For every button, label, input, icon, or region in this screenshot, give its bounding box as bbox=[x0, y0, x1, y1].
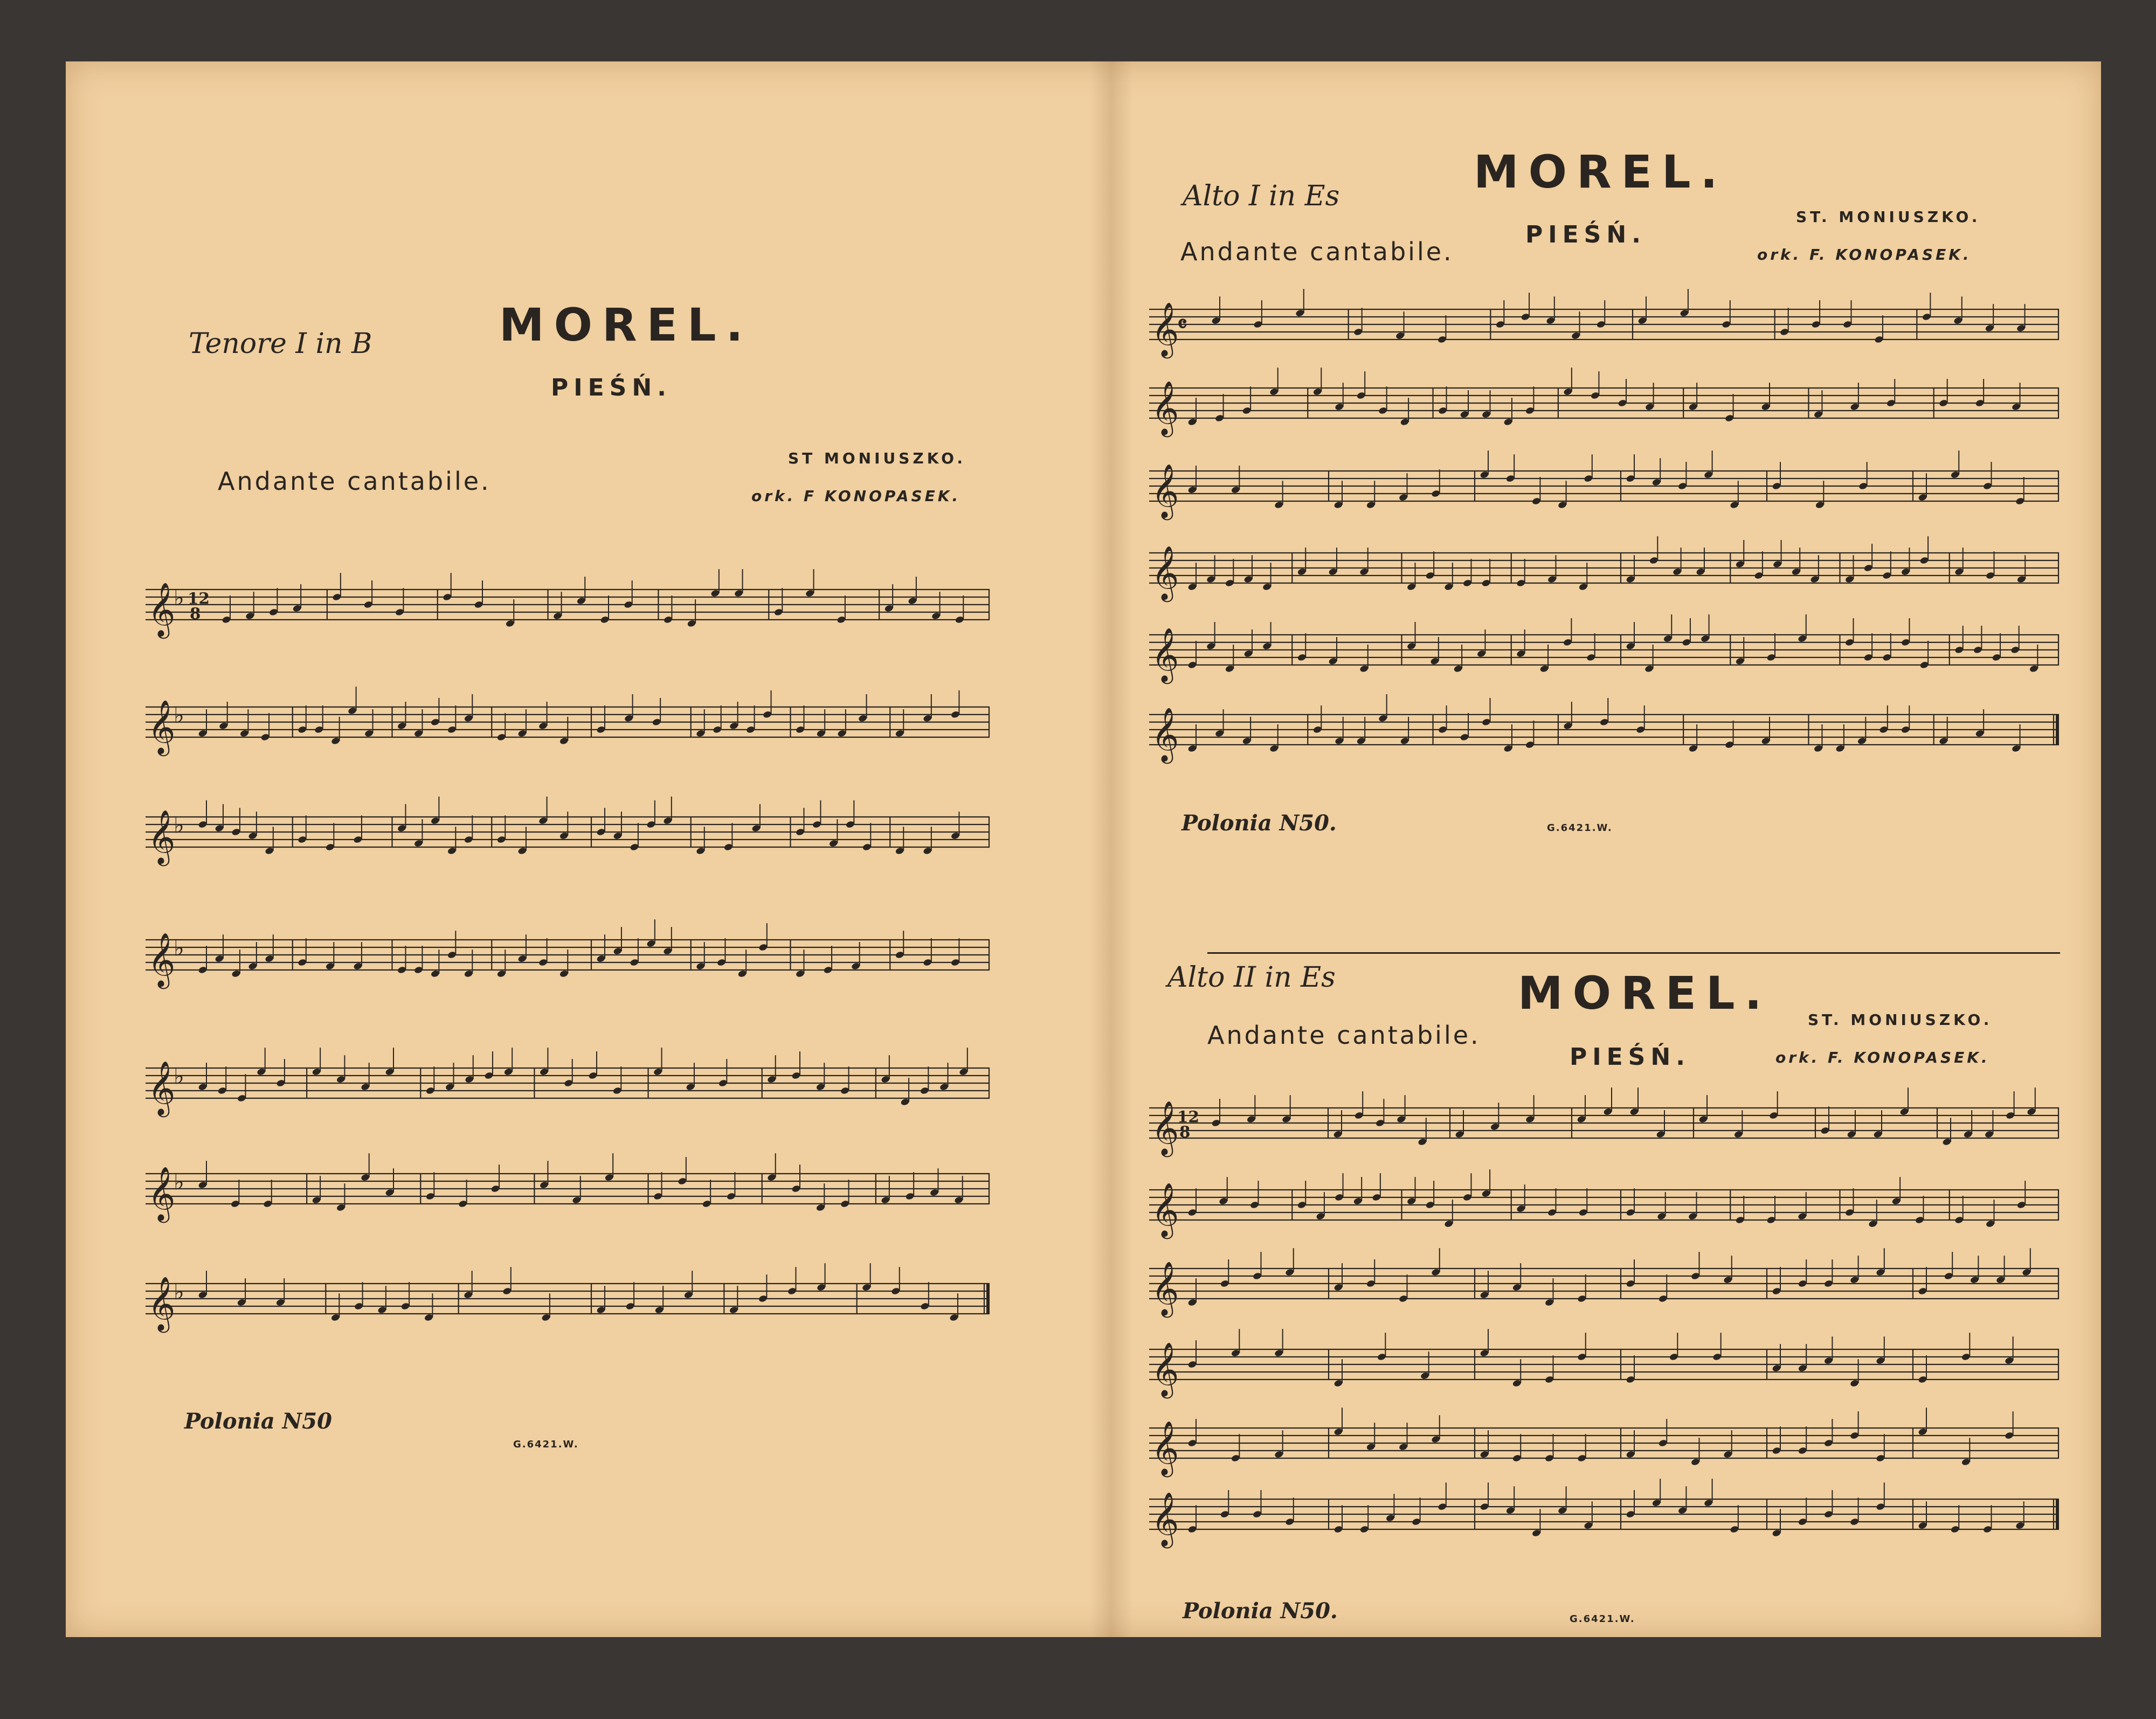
arranger-credit: ork. F KONOPASEK. bbox=[751, 487, 961, 505]
treble-clef: 𝄞 bbox=[1151, 463, 1179, 518]
treble-clef: 𝄞 bbox=[1151, 302, 1179, 356]
treble-clef: 𝄞 bbox=[1151, 1420, 1179, 1475]
plate-number: G.6421.W. bbox=[513, 1439, 579, 1450]
time-signature: 𝄴 bbox=[1177, 311, 1187, 337]
staff bbox=[1149, 1484, 2059, 1544]
staff bbox=[1149, 538, 2059, 598]
piece-subtitle: PIEŚŃ. bbox=[1570, 1043, 1690, 1071]
staff bbox=[146, 1153, 990, 1224]
key-signature: ♭ bbox=[174, 584, 184, 611]
key-signature: ♭ bbox=[174, 702, 184, 729]
key-signature: ♭ bbox=[174, 1168, 184, 1195]
key-signature: ♭ bbox=[174, 812, 184, 838]
publisher-footer: Polonia N50 bbox=[184, 1409, 332, 1434]
arranger-credit: ork. F. KONOPASEK. bbox=[1757, 246, 1972, 264]
treble-clef: 𝄞 bbox=[148, 1276, 176, 1330]
key-signature: ♭ bbox=[174, 1278, 184, 1305]
staff bbox=[146, 1263, 990, 1334]
piece-title: MOREL. bbox=[1474, 145, 1727, 198]
staff bbox=[1149, 1413, 2059, 1473]
treble-clef: 𝄞 bbox=[148, 1060, 176, 1115]
treble-clef: 𝄞 bbox=[148, 809, 176, 864]
time-signature: 8 bbox=[190, 604, 201, 623]
publisher-footer: Polonia N50. bbox=[1181, 810, 1337, 836]
treble-clef: 𝄞 bbox=[1151, 1100, 1179, 1155]
staff bbox=[1149, 456, 2059, 516]
treble-clef: 𝄞 bbox=[1151, 627, 1179, 682]
composer-credit: ST. MONIUSZKO. bbox=[1796, 208, 1981, 226]
treble-clef: 𝄞 bbox=[1151, 1492, 1179, 1546]
piece-title: MOREL. bbox=[499, 299, 753, 351]
piece-subtitle: PIEŚŃ. bbox=[1525, 221, 1646, 248]
treble-clef: 𝄞 bbox=[148, 932, 176, 987]
treble-clef: 𝄞 bbox=[1151, 1261, 1179, 1315]
sheet-music-page bbox=[66, 61, 2101, 1637]
final-bar-line bbox=[2056, 715, 2059, 745]
tempo-marking: Andante cantabile. bbox=[1180, 237, 1454, 266]
time-signature: 12 bbox=[188, 588, 210, 608]
staff bbox=[1149, 1093, 2059, 1153]
staff bbox=[146, 687, 990, 758]
instrument-label: Alto I in Es bbox=[1183, 180, 1340, 212]
tempo-marking: Andante cantabile. bbox=[1207, 1021, 1481, 1050]
staff bbox=[146, 1048, 990, 1119]
staff bbox=[1149, 1175, 2059, 1235]
plate-number: G.6421.W. bbox=[1547, 822, 1613, 834]
composer-credit: ST. MONIUSZKO. bbox=[1808, 1011, 1993, 1029]
treble-clef: 𝄞 bbox=[1151, 1182, 1179, 1237]
time-signature: 8 bbox=[1179, 1122, 1191, 1141]
page-fold bbox=[1090, 61, 1133, 1637]
tempo-marking: Andante cantabile. bbox=[218, 467, 491, 496]
key-signature: ♭ bbox=[174, 934, 184, 961]
time-signature: 12 bbox=[1177, 1107, 1199, 1126]
section-divider bbox=[1207, 952, 2060, 954]
treble-clef: 𝄞 bbox=[1151, 545, 1179, 600]
treble-clef: 𝄞 bbox=[1151, 1342, 1179, 1396]
staff bbox=[1149, 1334, 2059, 1395]
arranger-credit: ork. F. KONOPASEK. bbox=[1775, 1049, 1990, 1066]
plate-number: G.6421.W. bbox=[1570, 1613, 1635, 1625]
composer-credit: ST MONIUSZKO. bbox=[788, 449, 966, 467]
staff bbox=[1149, 1253, 2059, 1314]
staff bbox=[146, 796, 990, 868]
treble-clef: 𝄞 bbox=[1151, 380, 1179, 435]
treble-clef: 𝄞 bbox=[148, 1166, 176, 1221]
staff bbox=[1149, 294, 2059, 355]
staff bbox=[1149, 373, 2059, 433]
treble-clef: 𝄞 bbox=[1151, 707, 1179, 761]
key-signature: ♭ bbox=[174, 1063, 184, 1090]
final-bar-line bbox=[2056, 1499, 2059, 1529]
instrument-label: Tenore I in B bbox=[189, 328, 372, 360]
treble-clef: 𝄞 bbox=[148, 582, 176, 636]
instrument-label: Alto II in Es bbox=[1167, 961, 1336, 994]
treble-clef: 𝄞 bbox=[148, 699, 176, 754]
staff bbox=[1149, 699, 2059, 760]
publisher-footer: Polonia N50. bbox=[1183, 1598, 1338, 1624]
final-bar-line bbox=[986, 1284, 990, 1314]
staff bbox=[146, 919, 990, 990]
staff bbox=[146, 569, 990, 640]
piece-title: MOREL. bbox=[1518, 967, 1772, 1020]
piece-subtitle: PIEŚŃ. bbox=[551, 374, 672, 401]
staff bbox=[1149, 620, 2059, 680]
